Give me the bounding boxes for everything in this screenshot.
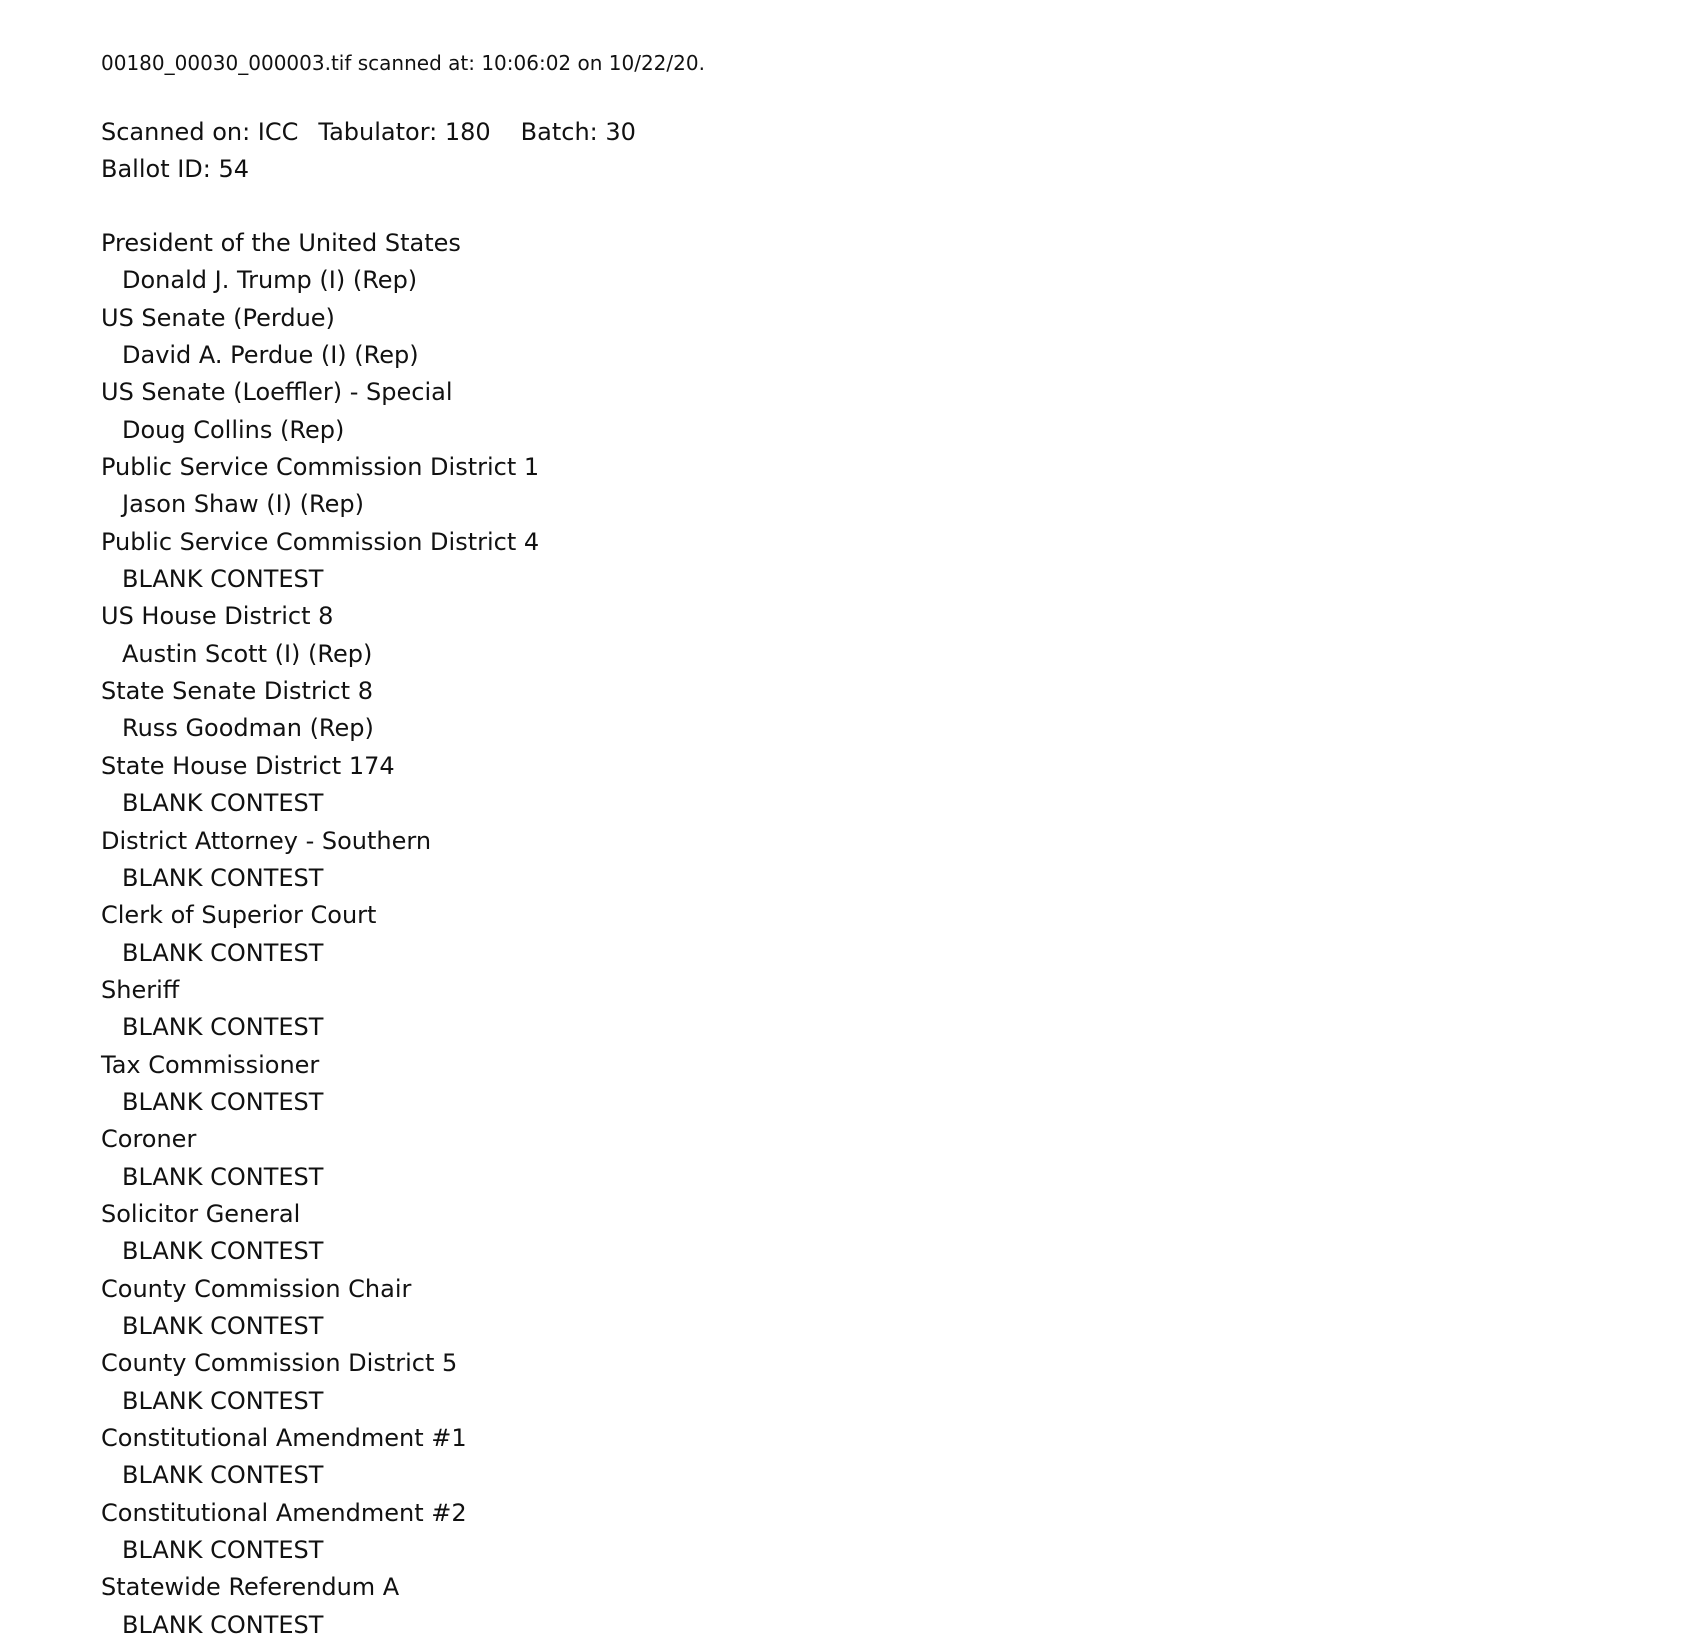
contest-choice: BLANK CONTEST [122, 1162, 324, 1191]
contest-item [101, 897, 539, 972]
contest-item [101, 524, 539, 599]
contest-title: Public Service Commission District 1 [101, 453, 540, 482]
contest-choice: Donald J. Trump (I) (Rep) [122, 266, 418, 295]
contest-choice: BLANK CONTEST [122, 1461, 324, 1490]
contest-item [101, 1495, 539, 1570]
contest-item [101, 1121, 539, 1196]
contest-title: County Commission Chair [101, 1274, 412, 1303]
contest-choice: Austin Scott (I) (Rep) [122, 639, 373, 668]
scan-metadata [101, 114, 636, 188]
contest-choice: BLANK CONTEST [122, 1013, 324, 1042]
ballot-id-row [101, 151, 636, 188]
contest-title: Constitutional Amendment #1 [101, 1424, 467, 1452]
contest-title: Coroner [101, 1125, 197, 1154]
contest-item [101, 823, 539, 898]
contest-choice: BLANK CONTEST [122, 938, 324, 967]
ballot-id-label: Ballot ID: 54 [101, 155, 250, 183]
contest-choice: Jason Shaw (I) (Rep) [122, 490, 364, 519]
contest-title: President of the United States [101, 229, 461, 257]
contest-title: Tax Commissioner [101, 1050, 320, 1079]
contest-choice: Doug Collins (Rep) [122, 415, 345, 444]
contest-item [101, 1420, 539, 1495]
contest-item [101, 374, 539, 449]
contest-title: Clerk of Superior Court [101, 901, 377, 930]
contest-item [101, 449, 539, 524]
contest-item [101, 225, 539, 300]
contest-title: US Senate (Loeffler) - Special [101, 378, 453, 407]
contest-title: State House District 174 [101, 751, 395, 780]
contest-choice: David A. Perdue (I) (Rep) [122, 341, 419, 370]
contest-item [101, 1196, 539, 1271]
contest-item [101, 598, 539, 673]
batch-label: Batch: 30 [520, 118, 636, 146]
contest-title: Constitutional Amendment #2 [101, 1498, 467, 1527]
contest-title: US Senate (Perdue) [101, 303, 335, 332]
contest-choice: BLANK CONTEST [122, 565, 324, 594]
contest-title: District Attorney - Southern [101, 826, 432, 855]
tabulator-label: Tabulator: 180 [318, 118, 491, 146]
contest-title: Solicitor General [101, 1199, 301, 1228]
contest-title: Public Service Commission District 4 [101, 527, 540, 556]
contest-title: State Senate District 8 [101, 677, 373, 706]
contest-choice: BLANK CONTEST [122, 1536, 324, 1565]
scan-source-row [101, 114, 636, 151]
contest-choice: BLANK CONTEST [122, 1237, 324, 1266]
contest-title: Statewide Referendum A [101, 1573, 400, 1602]
contest-item [101, 1345, 539, 1420]
contest-item [101, 972, 539, 1047]
scan-timestamp-line: 00180_00030_000003.tif scanned at: 10:06:02 on 10/22/20. [101, 51, 705, 75]
contest-title: Sheriff [101, 975, 180, 1004]
contest-choice: BLANK CONTEST [122, 863, 324, 892]
contest-choice: BLANK CONTEST [122, 1386, 324, 1415]
contest-choice: BLANK CONTEST [122, 789, 324, 818]
contest-choice: BLANK CONTEST [122, 1610, 324, 1639]
contest-item [101, 1271, 539, 1346]
contest-title: US House District 8 [101, 602, 334, 631]
contest-choice: BLANK CONTEST [122, 1087, 324, 1116]
contest-item [101, 748, 539, 823]
contest-title: County Commission District 5 [101, 1349, 458, 1378]
scanned-on-label: Scanned on: ICC [101, 118, 299, 146]
contest-choice: Russ Goodman (Rep) [122, 714, 374, 743]
contest-item [101, 673, 539, 748]
contest-item [101, 300, 539, 375]
contest-item [101, 1569, 539, 1644]
contest-choice: BLANK CONTEST [122, 1311, 324, 1340]
contest-list [101, 225, 539, 1644]
contest-item [101, 1047, 539, 1122]
